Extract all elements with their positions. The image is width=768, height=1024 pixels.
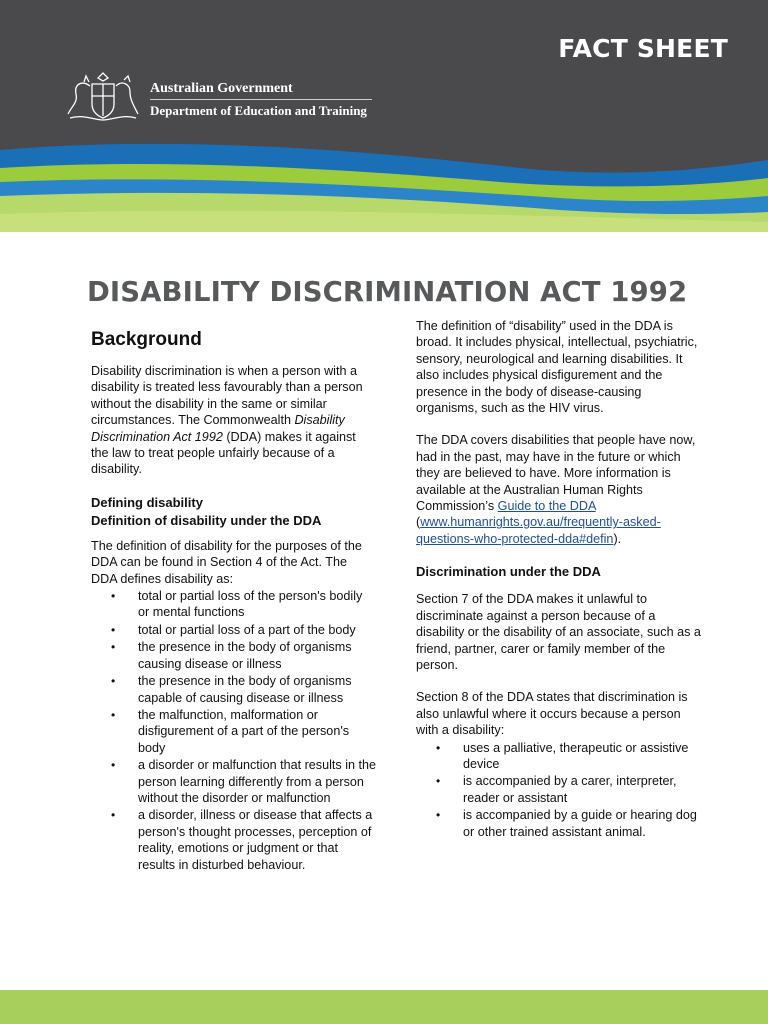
section8-paragraph: Section 8 of the DDA states that discrimination is also unlawful where it occurs because a person with a disability:	[416, 690, 688, 738]
list-item: • the presence in the body of organisms causing disease or illness	[111, 640, 352, 671]
definition-under-dda-heading: Definition of disability under the DDA	[91, 512, 322, 528]
section8-list	[416, 740, 706, 840]
section7-paragraph: Section 7 of the DDA makes it unlawful to discriminate against a person because of a disability or the disability of an associate, such as a friend, partner, carer or family member of the person.	[416, 592, 701, 672]
list-item: • the malfunction, malformation or disfigurement of a part of the person's body	[111, 707, 350, 755]
bullet-icon: •	[111, 589, 116, 604]
list-item: • is accompanied by a carer, interpreter, reader or assistant	[436, 774, 677, 805]
definition-broad-paragraph: The definition of “disability” used in the DDA is broad. It includes physical, intellectual, psychiatric, sensory, neurological and learning disabilities. It also includes physical disfigurement and the presence in the body of disease-causing organisms, such as the HIV virus.	[416, 319, 698, 416]
guide-to-dda-link[interactable]: Guide to the DDA	[497, 499, 596, 514]
page-title: DISABILITY DISCRIMINATION ACT 1992	[87, 276, 688, 308]
background-paragraph	[91, 363, 376, 478]
list-item: • the presence in the body of organisms capable of causing disease or illness	[111, 674, 352, 705]
list-item: • uses a palliative, therapeutic or assistive device	[436, 740, 689, 771]
definition-paragraph: The definition of disability for the purposes of the DDA can be found in Section 4 of the Act. The DDA defines disability as:	[91, 538, 362, 586]
right-column	[416, 318, 706, 841]
humanrights-url-link[interactable]: www.humanrights.gov.au/frequently-asked-questions-who-protected-dda#defin	[416, 515, 661, 546]
disability-definition-list	[91, 588, 376, 873]
fact-sheet-label: FACT SHEET	[558, 34, 728, 63]
header-divider	[150, 99, 372, 100]
background-text-b: (DDA) makes it against the law to treat people unfairly because of a disability.	[91, 429, 356, 477]
bullet-icon: •	[111, 758, 116, 773]
government-name: Australian Government	[150, 81, 293, 96]
list-item: • a disorder or malfunction that results in the person learning differently from a person without the disorder or malfunction	[111, 758, 377, 805]
bullet-icon: •	[111, 622, 116, 637]
bullet-icon: •	[111, 640, 116, 655]
bullet-icon: •	[111, 674, 116, 689]
defining-disability-heading: Defining disability	[91, 494, 203, 510]
left-column	[91, 327, 376, 874]
department-name: Department of Education and Training	[150, 103, 367, 118]
act-name-italic: Disability Discrimination Act 1992	[91, 413, 345, 444]
discrimination-heading: Discrimination under the DDA	[416, 564, 601, 580]
bullet-icon: •	[436, 774, 441, 789]
covers-paragraph: The DDA covers disabilities that people have now, had in the past, may have in the future or which they are believed to have. More information is available at the Australian Human Rights Commission’s Guide to the DDA (www.humanrights.gov.au/frequently-asked-questions-who-protected-dda#defin).	[416, 433, 696, 546]
list-item: • is accompanied by a guide or hearing dog or other trained assistant animal.	[436, 808, 697, 839]
background-text-a: Disability discrimination is when a person with a disability is treated less favourably than a person without the disability in the same or similar circumstances. The Commonwealth	[91, 364, 363, 428]
list-item: • a disorder, illness or disease that affects a person's thought processes, perception of reality, emotions or judgment or that results in disturbed behaviour.	[111, 808, 373, 872]
coat-of-arms-icon	[64, 70, 142, 122]
background-heading: Background	[91, 329, 202, 350]
bullet-icon: •	[111, 707, 116, 722]
list-item: • total or partial loss of a part of the body	[111, 622, 356, 637]
list-item: • total or partial loss of the person's bodily or mental functions	[111, 589, 363, 620]
bullet-icon: •	[436, 740, 441, 755]
header-banner	[0, 0, 768, 232]
bullet-icon: •	[436, 808, 441, 823]
footer-bar	[0, 990, 768, 1024]
bullet-icon: •	[111, 808, 116, 823]
